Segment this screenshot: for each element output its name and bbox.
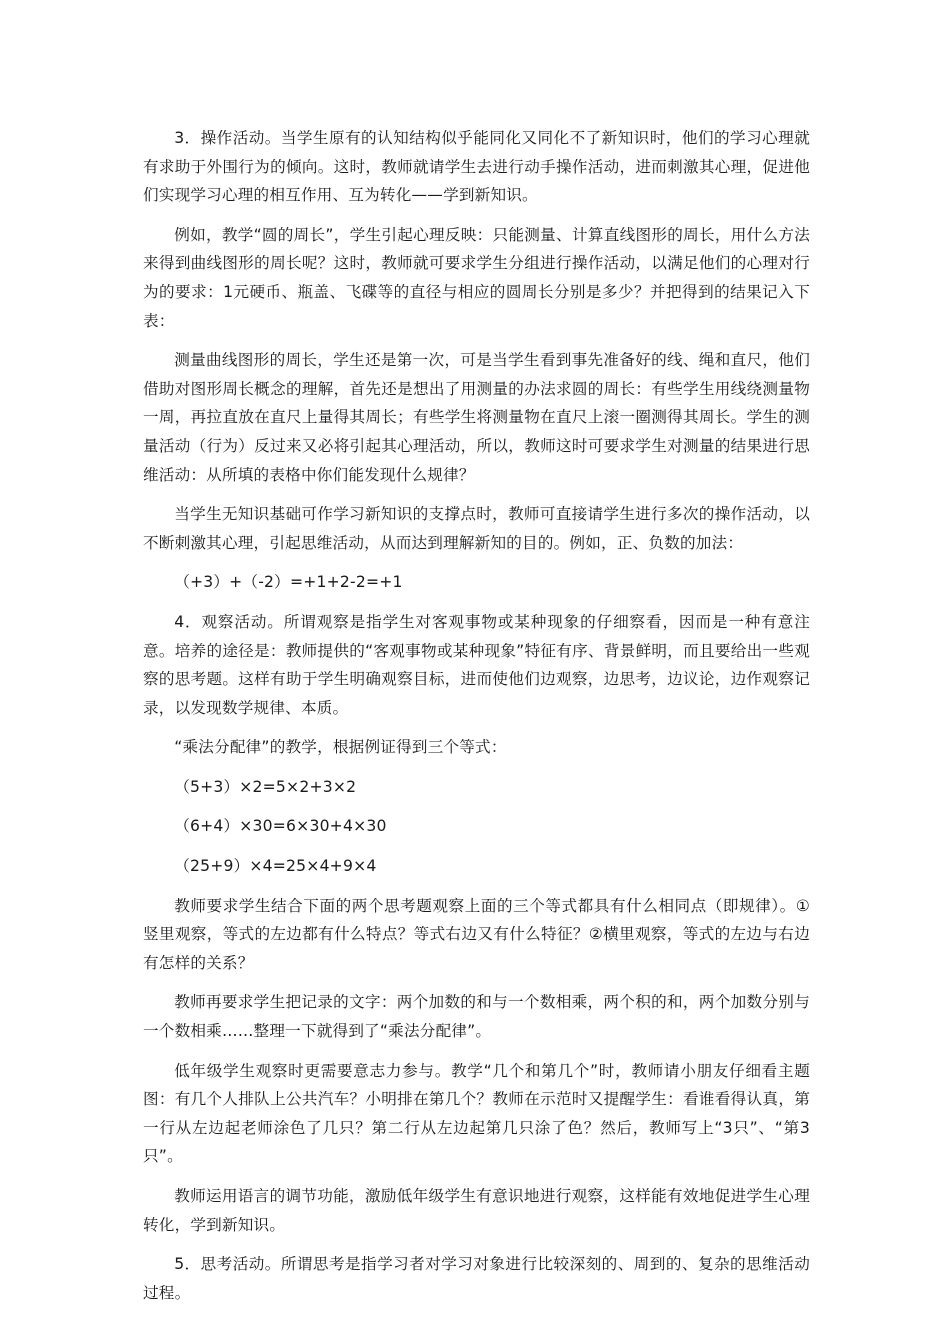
paragraph-observation-activity: 4．观察活动。所谓观察是指学生对客观事物或某种现象的仔细察看，因而是一种有意注意。培养的途径是：教师提供的“客观事物或某种现象”特征有序、背景鲜明，而且要给出一些观察的思考题。这样有助于学生明确观察目标，进而使他们边观察，边思考，边议论，边作观察记录，以发现数学规律、本质。 — [143, 612, 810, 717]
paragraph-operation-activity: 3．操作活动。当学生原有的认知结构似乎能同化又同化不了新知识时，他们的学习心理就有求助于外围行为的倾向。这时，教师就请学生去进行动手操作活动，进而刺激其心理，促进他们实现学习心理的相互作用、互为转化——学到新知识。 — [143, 129, 810, 205]
equation-distributive-1: （5+3）×2=5×2+3×2 — [174, 777, 357, 796]
paragraph-measuring: 测量曲线图形的周长，学生还是第一次，可是当学生看到事先准备好的线、绳和直尺，他们借助对图形周长概念的理解，首先还是想出了用测量的办法求圆的周长：有些学生用线绕测量物一周，再拉直放在直尺上量得其周长；有些学生将测量物在直尺上滚一圈测得其周长。学生的测量活动（行为）反过来又必将引起其心理活动，所以，教师这时可要求学生对测量的结果进行思维活动：从所填的表格中你们能发现什么规律？ — [143, 351, 810, 484]
equation-distributive-2: （6+4）×30=6×30+4×30 — [174, 817, 387, 836]
paragraph-language-regulation: 教师运用语言的调节功能，激励低年级学生有意识地进行观察，这样能有效地促进学生心理转化，学到新知识。 — [143, 1187, 810, 1234]
equation-signed-addition: （+3）+（-2）=+1+2-2=+1 — [174, 573, 403, 592]
paragraph-lower-grade: 低年级学生观察时更需要意志力参与。教学“几个和第几个”时，教师请小朋友仔细看主题图：有几个人排队上公共汽车？小明排在第几个？教师在示范时又提醒学生：看谁看得认真，第一行从左边起老师涂色了几只？第二行从左边起第几只涂了色？然后，教师写上“3只”、“第3只”。 — [143, 1061, 810, 1166]
equation-distributive-3: （25+9）×4=25×4+9×4 — [174, 857, 377, 876]
paragraph-thinking-activity: 5．思考活动。所谓思考是指学习者对学习对象进行比较深刻的、周到的、复杂的思维活动过程。 — [143, 1255, 810, 1302]
paragraph-no-foundation: 当学生无知识基础可作学习新知识的支撑点时，教师可直接请学生进行多次的操作活动，以不断刺激其心理，引起思维活动，从而达到理解新知的目的。例如，正、负数的加法： — [143, 505, 810, 552]
paragraph-circle-example: 例如，教学“圆的周长”，学生引起心理反映：只能测量、计算直线图形的周长，用什么方法来得到曲线图形的周长呢？这时，教师就可要求学生分组进行操作活动，以满足他们的心理对行为的要求：1元硬币、瓶盖、飞碟等的直径与相应的圆周长分别是多少？并把得到的结果记入下表： — [143, 225, 810, 330]
paragraph-thinking-questions: 教师要求学生结合下面的两个思考题观察上面的三个等式都具有什么相同点（即规律）。①竖里观察，等式的左边都有什么特点？等式右边又有什么特征？②横里观察，等式的左边与右边有怎样的关系？ — [143, 896, 810, 972]
paragraph-distributive-intro: “乘法分配律”的教学，根据例证得到三个等式： — [174, 738, 507, 757]
paragraph-record-summary: 教师再要求学生把记录的文字：两个加数的和与一个数相乘，两个积的和，两个加数分别与一个数相乘……整理一下就得到了“乘法分配律”。 — [143, 993, 810, 1041]
